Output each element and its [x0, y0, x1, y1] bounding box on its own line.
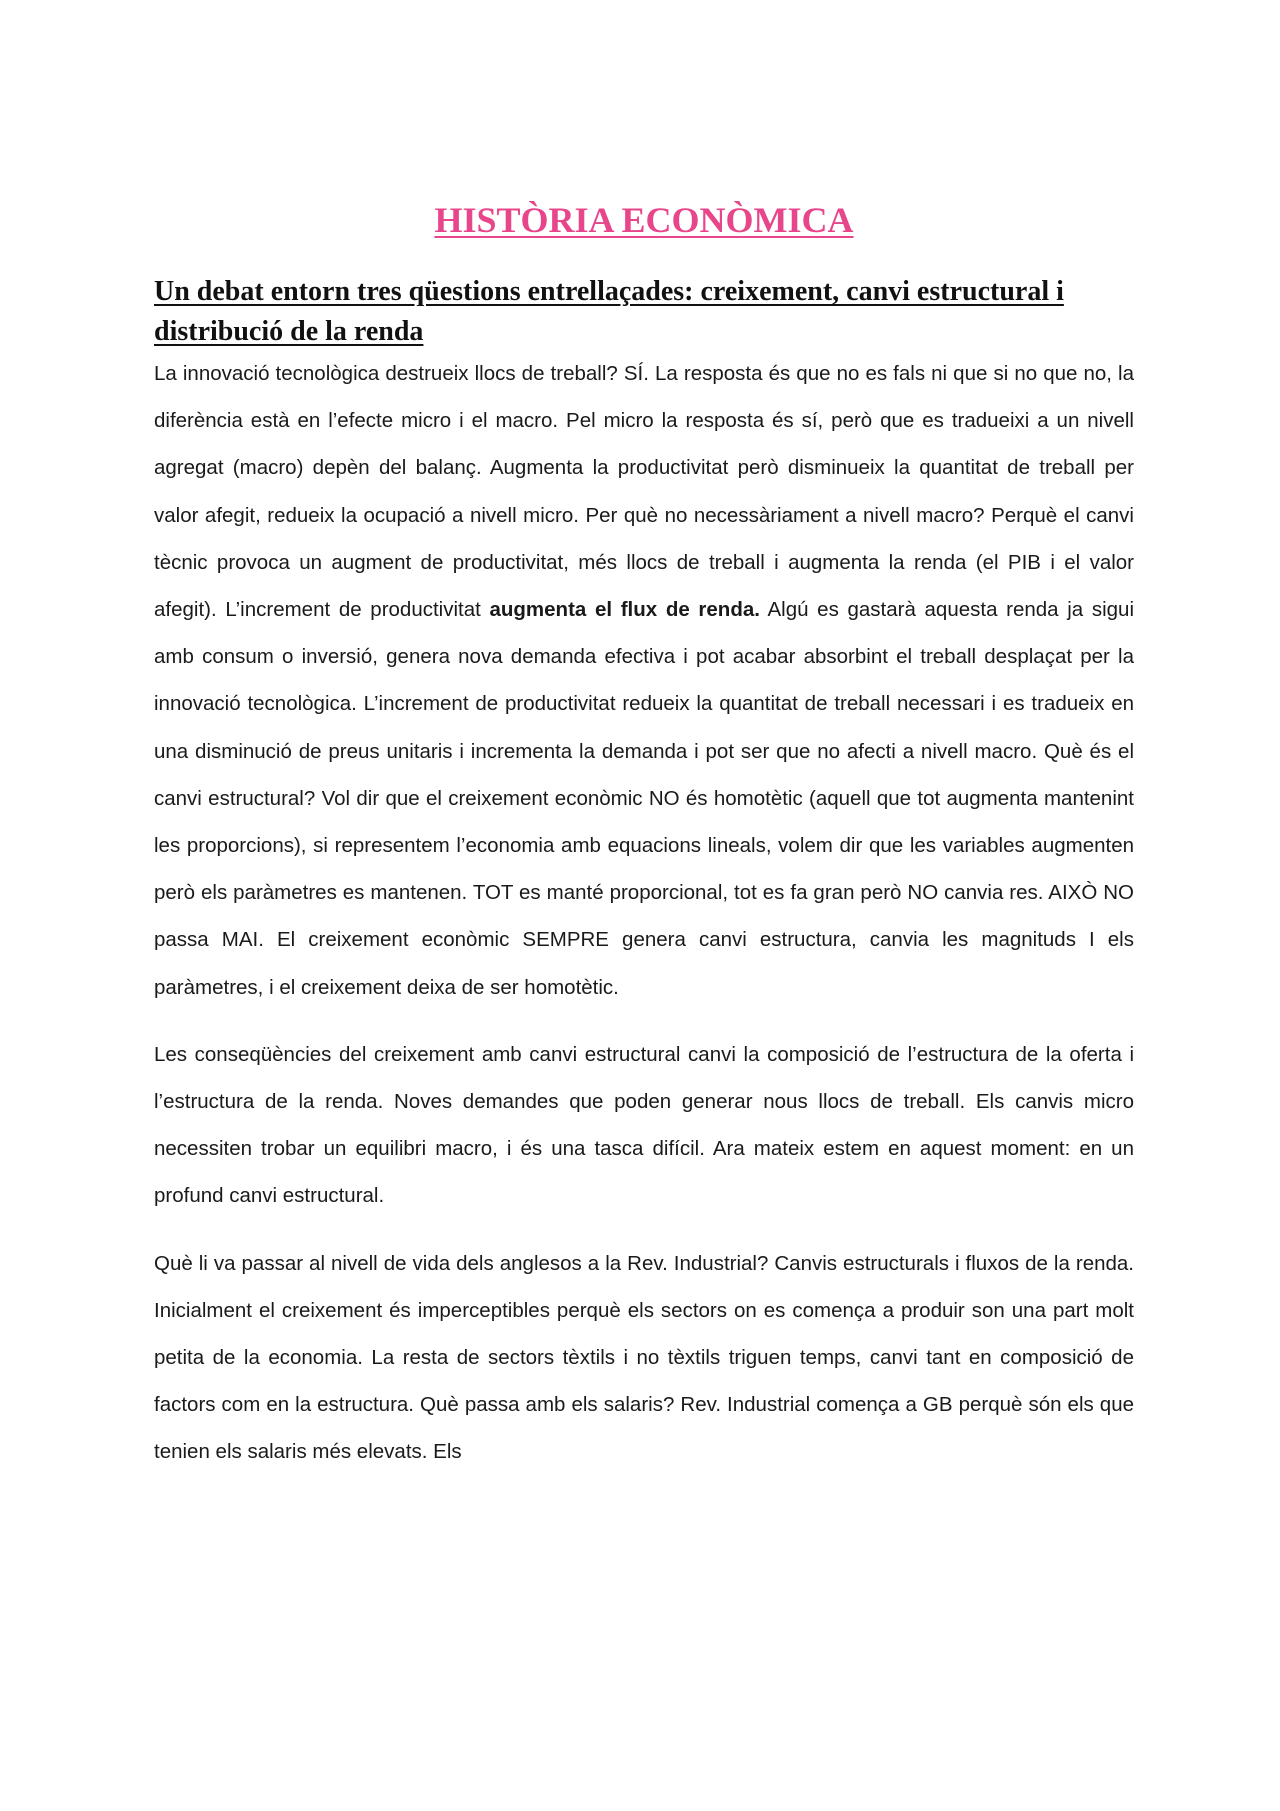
paragraph-3: Què li va passar al nivell de vida dels anglesos a la Rev. Industrial? Canvis estructurals i fluxos de la renda. Inicialment el creixement és imperceptibles perquè els sectors on es comença a produir son una part molt petita de la economia. La resta de sectors tèxtils i no tèxtils triguen temps, canvi tant en composició de factors com en la estructura. Què passa amb els salaris? Rev. Industrial comença a GB perquè són els que tenien els salaris més elevats. Els	[154, 1251, 1134, 1464]
section-heading: Un debat entorn tres qüestions entrellaçades: creixement, canvi estructural i distribució de la renda	[154, 276, 1064, 347]
paragraph-1-bold-text: augmenta el flux de renda.	[489, 598, 760, 622]
document-content	[154, 196, 1134, 1496]
document-title: HISTÒRIA ECONÒMICA	[434, 200, 854, 240]
paragraph-1-text-after: Algú es gastarà aquesta renda ja sigui amb consum o inversió, genera nova demanda efectiva i pot acabar absorbint el treball desplaçat per la innovació tecnològica. L’increment de productivitat redueix la quantitat de treball necessari i es tradueix en una disminució de preus unitaris i incrementa la demanda i pot ser que no afecti a nivell macro. Què és el canvi estructural? Vol dir que el creixement econòmic NO és homotètic (aquell que tot augmenta mantenint les proporcions), si representem l’economia amb equacions lineals, volem dir que les variables augmenten però els paràmetres es mantenen. TOT es manté proporcional, tot es fa gran però NO canvia res. AIXÒ NO passa MAI. El creixement econòmic SEMPRE genera canvi estructura, canvia les magnituds I els paràmetres, i el creixement deixa de ser homotètic.	[154, 598, 1135, 999]
paragraph-1	[154, 350, 1134, 1011]
paragraph-2: Les conseqüències del creixement amb canvi estructural canvi la composició de l’estructura de la oferta i l’estructura de la renda. Noves demandes que poden generar nous llocs de treball. Els canvis micro necessiten trobar un equilibri macro, i és una tasca difícil. Ara mateix estem en aquest moment: en un profund canvi estructural.	[154, 1042, 1134, 1208]
paragraph-1-text-before: La innovació tecnològica destrueix llocs de treball? SÍ. La resposta és que no es fals ni que si no que no, la diferència està en l’efecte micro i el macro. Pel micro la resposta és sí, però que es tradueixi a un nivell agregat (macro) depèn del balanç. Augmenta la productivitat però disminueix la quantitat de treball per valor afegit, redueix la ocupació a nivell micro. Per què no necessàriament a nivell macro? Perquè el canvi tècnic provoca un augment de productivitat, més llocs de treball i augmenta la renda (el PIB i el valor afegit). L’increment de productivitat	[154, 362, 1134, 622]
